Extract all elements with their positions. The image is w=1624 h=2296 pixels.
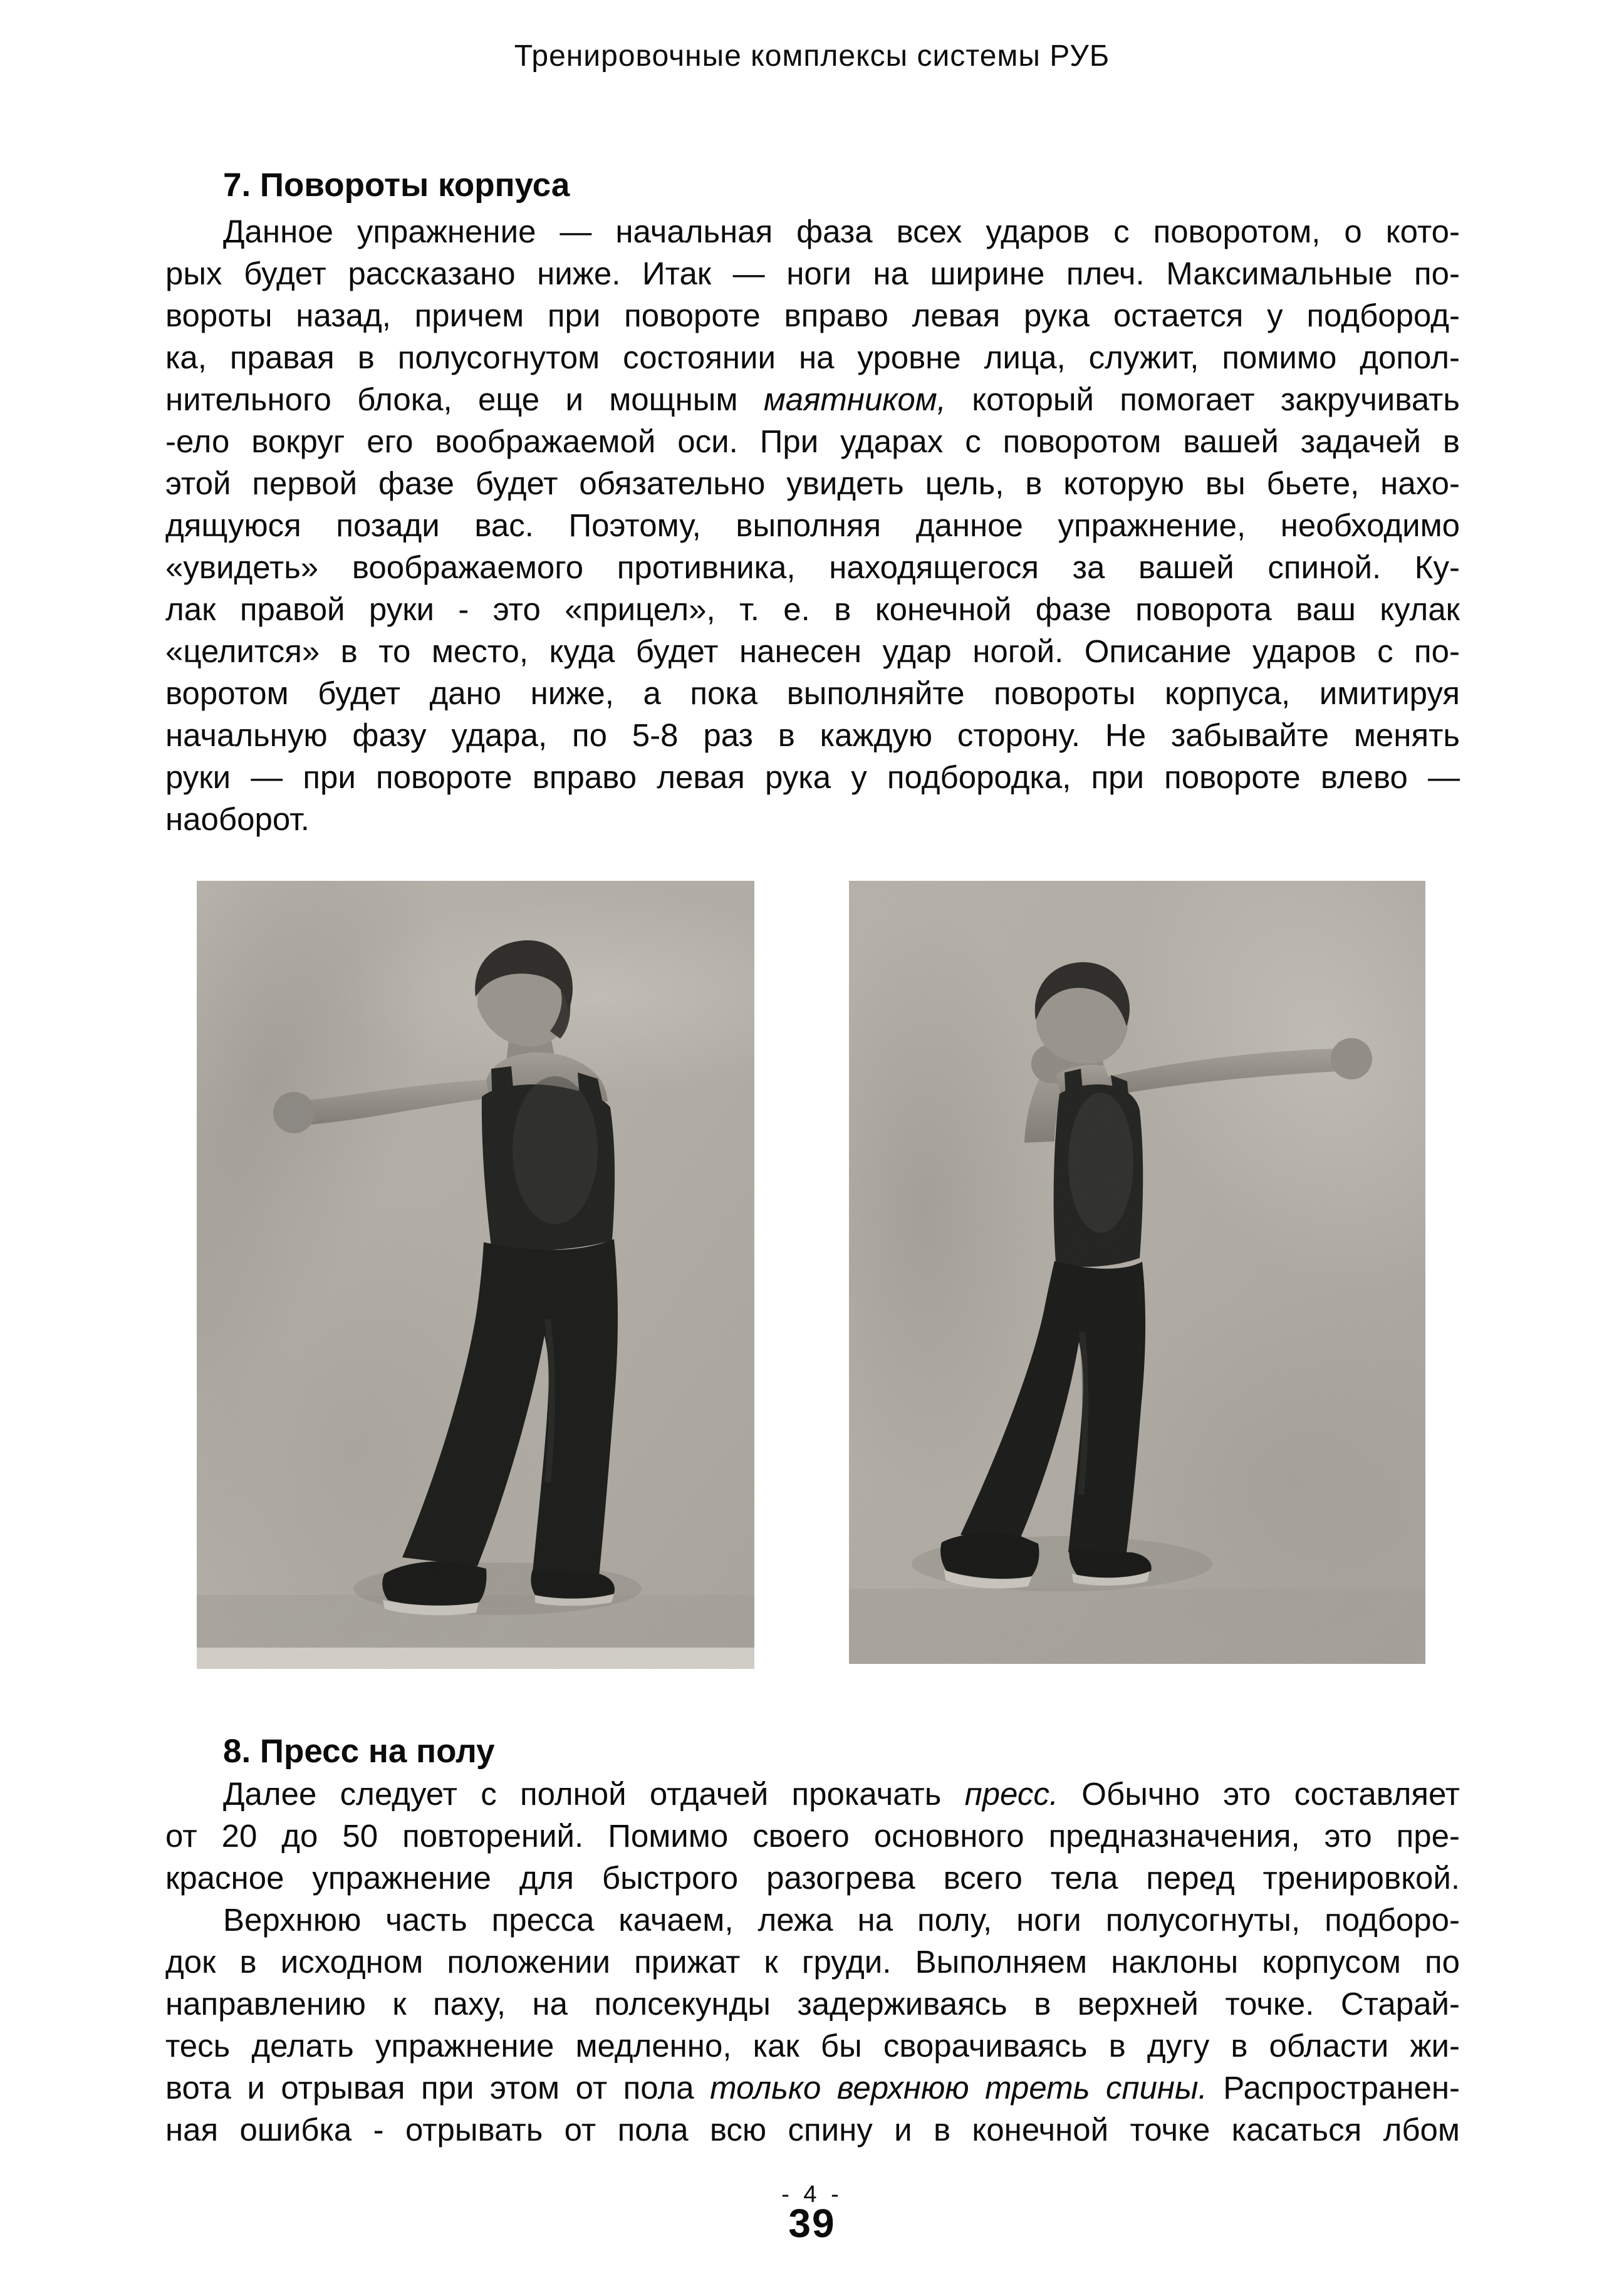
section8-heading: 8. Пресс на полу — [223, 1733, 495, 1770]
text-line: воротом будет дано ниже, а пока выполняйте повороты корпуса, имитируя — [165, 675, 1460, 711]
text-line: рых будет рассказано ниже. Итак — ноги на ширине плеч. Максимальные по- — [165, 256, 1460, 291]
section7-heading: 7. Повороты корпуса — [223, 167, 570, 204]
text-line: «целится» в то место, куда будет нанесен удар ногой. Описание ударов с по- — [165, 633, 1460, 669]
text-line: тесь делать упражнение медленно, как бы сворачиваясь в дугу в области жи- — [165, 2028, 1460, 2064]
text-line: ка, правая в полусогнутом состоянии на уровне лица, служит, помимо допол- — [165, 340, 1460, 375]
text-line: руки — при повороте вправо левая рука у подбородка, при повороте влево — — [165, 759, 1460, 795]
text-line: красное упражнение для быстрого разогрева всего тела перед тренировкой. — [165, 1860, 1460, 1896]
text-line: лак правой руки - это «прицел», т. е. в конечной фазе поворота ваш кулак — [165, 591, 1460, 627]
text-line: Верхнюю часть пресса качаем, лежа на полу, ноги полусогнуты, подборо- — [223, 1902, 1460, 1938]
text-line: направлению к паху, на полсекунды задерживаясь в верхней точке. Старай- — [165, 1986, 1460, 2022]
text-line: док в исходном положении прижат к груди. Выполняем наклоны корпусом по — [165, 1944, 1460, 1980]
text-line: этой первой фазе будет обязательно увидеть цель, в которую вы бьете, нахо- — [165, 465, 1460, 501]
text-line: наоборот. — [165, 801, 310, 837]
photo-man-punch-left — [197, 881, 754, 1669]
text-line: вороты назад, причем при повороте вправо левая рука остается у подбород- — [165, 298, 1460, 333]
photo-grain — [197, 881, 754, 1669]
folio-number: - 4 - — [781, 2181, 843, 2208]
section7-paragraph — [165, 210, 1460, 840]
running-header: Тренировочные комплексы системы РУБ — [514, 39, 1110, 73]
text-line: «увидеть» воображаемого противника, находящегося за вашей спиной. Ку- — [165, 549, 1460, 585]
text-line: -ело вокруг его воображаемой оси. При ударах с поворотом вашей задачей в — [165, 423, 1460, 459]
page-number: 39 — [788, 2201, 836, 2246]
text-line: ная ошибка - отрывать от пола всю спину и в конечной точке касаться лбом — [165, 2112, 1460, 2148]
photo-man-punch-right — [849, 881, 1425, 1664]
figure-photo-turn-right — [849, 881, 1425, 1664]
text-line: вота и отрывая при этом от пола только верхнюю треть спины. Распространен- — [165, 2070, 1460, 2106]
section8-paragraphs — [165, 1773, 1460, 2151]
text-line: Далее следует с полной отдачей прокачать пресс. Обычно это составляет — [223, 1776, 1460, 1812]
text-line: Данное упражнение — начальная фаза всех ударов с поворотом, о кото- — [223, 214, 1460, 249]
photo-grain — [849, 881, 1425, 1664]
text-line: начальную фазу удара, по 5-8 раз в каждую сторону. Не забывайте менять — [165, 717, 1460, 753]
text-line: нительного блока, еще и мощным маятником, который помогает закручивать — [165, 382, 1460, 417]
figure-photo-turn-left — [197, 881, 754, 1669]
text-line: от 20 до 50 повторений. Помимо своего основного предназначения, это пре- — [165, 1818, 1460, 1854]
text-line: дящуюся позади вас. Поэтому, выполняя данное упражнение, необходимо — [165, 507, 1460, 543]
